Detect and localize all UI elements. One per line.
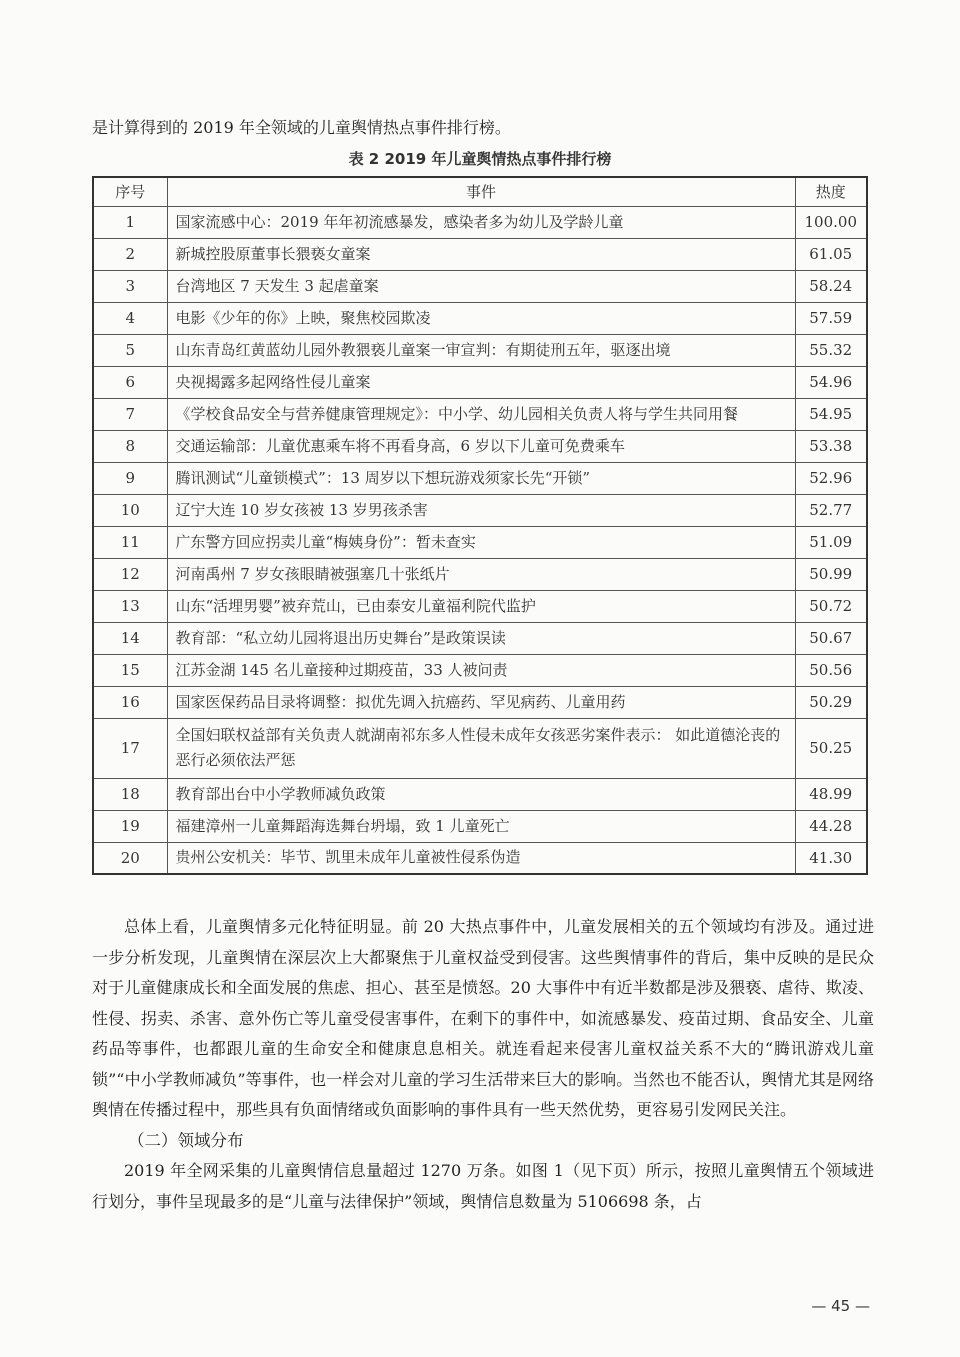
header-no: 序号 xyxy=(93,177,167,206)
row-event: 电影《少年的你》上映，聚焦校园欺凌 xyxy=(167,302,795,334)
table-body xyxy=(93,206,867,874)
table-row xyxy=(93,302,867,334)
row-event: 山东青岛红黄蓝幼儿园外教猥亵儿童案一审宣判：有期徒刑五年，驱逐出境 xyxy=(167,334,795,366)
row-heat: 100.00 xyxy=(795,206,867,238)
table-caption: 表 2 2019 年儿童舆情热点事件排行榜 xyxy=(348,150,612,168)
row-event: 教育部：“私立幼儿园将退出历史舞台”是政策误读 xyxy=(167,622,795,654)
row-no: 14 xyxy=(93,622,167,654)
row-no: 15 xyxy=(93,654,167,686)
row-heat: 52.96 xyxy=(795,462,867,494)
row-heat: 41.30 xyxy=(795,842,867,874)
row-no: 7 xyxy=(93,398,167,430)
row-no: 17 xyxy=(93,718,167,778)
row-heat: 54.95 xyxy=(795,398,867,430)
row-no: 20 xyxy=(93,842,167,874)
row-no: 9 xyxy=(93,462,167,494)
table-row xyxy=(93,718,867,778)
row-event: 国家医保药品目录将调整：拟优先调入抗癌药、罕见病药、儿童用药 xyxy=(167,686,795,718)
page-number: — 45 — xyxy=(811,1297,870,1315)
table-row xyxy=(93,558,867,590)
row-no: 10 xyxy=(93,494,167,526)
row-heat: 57.59 xyxy=(795,302,867,334)
table-row xyxy=(93,494,867,526)
row-no: 2 xyxy=(93,238,167,270)
table-row xyxy=(93,270,867,302)
row-event: 交通运输部：儿童优惠乘车将不再看身高，6 岁以下儿童可免费乘车 xyxy=(167,430,795,462)
row-heat: 53.38 xyxy=(795,430,867,462)
row-no: 13 xyxy=(93,590,167,622)
row-event: 江苏金湖 145 名儿童接种过期疫苗，33 人被问责 xyxy=(167,654,795,686)
row-no: 3 xyxy=(93,270,167,302)
row-no: 11 xyxy=(93,526,167,558)
row-event: 教育部出台中小学教师减负政策 xyxy=(167,778,795,810)
table-row xyxy=(93,842,867,874)
table-row xyxy=(93,686,867,718)
body-text xyxy=(92,912,874,1217)
row-no: 18 xyxy=(93,778,167,810)
section-heading: （二）领域分布 xyxy=(128,1130,244,1150)
row-event: 福建漳州一儿童舞蹈海选舞台坍塌，致 1 儿童死亡 xyxy=(167,810,795,842)
row-event: 台湾地区 7 天发生 3 起虐童案 xyxy=(167,270,795,302)
row-event: 央视揭露多起网络性侵儿童案 xyxy=(167,366,795,398)
table-row xyxy=(93,778,867,810)
row-no: 12 xyxy=(93,558,167,590)
row-no: 6 xyxy=(93,366,167,398)
row-heat: 50.56 xyxy=(795,654,867,686)
table-row xyxy=(93,622,867,654)
table-row xyxy=(93,366,867,398)
table-row xyxy=(93,398,867,430)
row-heat: 52.77 xyxy=(795,494,867,526)
row-event: 新城控股原董事长猥亵女童案 xyxy=(167,238,795,270)
ranking-table xyxy=(92,176,868,875)
paragraph: 总体上看，儿童舆情多元化特征明显。前 20 大热点事件中，儿童发展相关的五个领域均有涉及。通过进一步分析发现，儿童舆情在深层次上大都聚焦于儿童权益受到侵害。这些舆情事件的背后，集中反映的是民众对于儿童健康成长和全面发展的焦虑、担心、甚至是愤怒。20 大事件中有近半数都是涉及猥亵、虐待、欺凌、性侵、拐卖、杀害、意外伤亡等儿童受侵害事件，在剩下的事件中，如流感暴发、疫苗过期、食品安全、儿童药品等事件，也都跟儿童的生命安全和健康息息相关。就连看起来侵害儿童权益关系不大的“腾讯游戏儿童锁”“中小学教师减负”等事件，也一样会对儿童的学习生活带来巨大的影响。当然也不能否认，舆情尤其是网络舆情在传播过程中，那些具有负面情绪或负面影响的事件具有一些天然优势，更容易引发网民关注。 xyxy=(92,917,874,1119)
row-event: 国家流感中心：2019 年年初流感暴发，感染者多为幼儿及学龄儿童 xyxy=(167,206,795,238)
row-no: 4 xyxy=(93,302,167,334)
row-event: 腾讯测试“儿童锁模式”：13 周岁以下想玩游戏须家长先“开锁” xyxy=(167,462,795,494)
row-event: 全国妇联权益部有关负责人就湖南祁东多人性侵未成年女孩恶劣案件表示： 如此道德沦丧的恶行必须依法严惩 xyxy=(167,718,795,778)
row-event: 辽宁大连 10 岁女孩被 13 岁男孩杀害 xyxy=(167,494,795,526)
row-event: 河南禹州 7 岁女孩眼睛被强塞几十张纸片 xyxy=(167,558,795,590)
row-no: 1 xyxy=(93,206,167,238)
row-no: 5 xyxy=(93,334,167,366)
row-heat: 61.05 xyxy=(795,238,867,270)
row-heat: 55.32 xyxy=(795,334,867,366)
row-no: 8 xyxy=(93,430,167,462)
row-heat: 50.72 xyxy=(795,590,867,622)
intro-line: 是计算得到的 2019 年全领域的儿童舆情热点事件排行榜。 xyxy=(92,118,511,137)
table-header-row xyxy=(93,177,867,206)
table-row xyxy=(93,654,867,686)
row-no: 19 xyxy=(93,810,167,842)
row-event: 《学校食品安全与营养健康管理规定》：中小学、幼儿园相关负责人将与学生共同用餐 xyxy=(167,398,795,430)
paragraph: 2019 年全网采集的儿童舆情信息量超过 1270 万条。如图 1（见下页）所示，按照儿童舆情五个领域进行划分，事件呈现最多的是“儿童与法律保护”领域，舆情信息数量为 5106698 条，占 xyxy=(92,1161,874,1211)
row-event: 广东警方回应拐卖儿童“梅姨身份”：暂未查实 xyxy=(167,526,795,558)
table-row xyxy=(93,238,867,270)
row-heat: 54.96 xyxy=(795,366,867,398)
row-event: 贵州公安机关：毕节、凯里未成年儿童被性侵系伪造 xyxy=(167,842,795,874)
table-row xyxy=(93,334,867,366)
header-event: 事件 xyxy=(167,177,795,206)
table-row xyxy=(93,810,867,842)
header-heat: 热度 xyxy=(795,177,867,206)
row-heat: 51.09 xyxy=(795,526,867,558)
row-heat: 58.24 xyxy=(795,270,867,302)
row-event: 山东“活埋男婴”被弃荒山，已由泰安儿童福利院代监护 xyxy=(167,590,795,622)
table-row xyxy=(93,590,867,622)
row-heat: 50.67 xyxy=(795,622,867,654)
row-heat: 50.29 xyxy=(795,686,867,718)
table-row xyxy=(93,526,867,558)
row-heat: 50.99 xyxy=(795,558,867,590)
table-row xyxy=(93,462,867,494)
row-heat: 48.99 xyxy=(795,778,867,810)
row-heat: 50.25 xyxy=(795,718,867,778)
row-no: 16 xyxy=(93,686,167,718)
table-row xyxy=(93,430,867,462)
table-row xyxy=(93,206,867,238)
row-heat: 44.28 xyxy=(795,810,867,842)
